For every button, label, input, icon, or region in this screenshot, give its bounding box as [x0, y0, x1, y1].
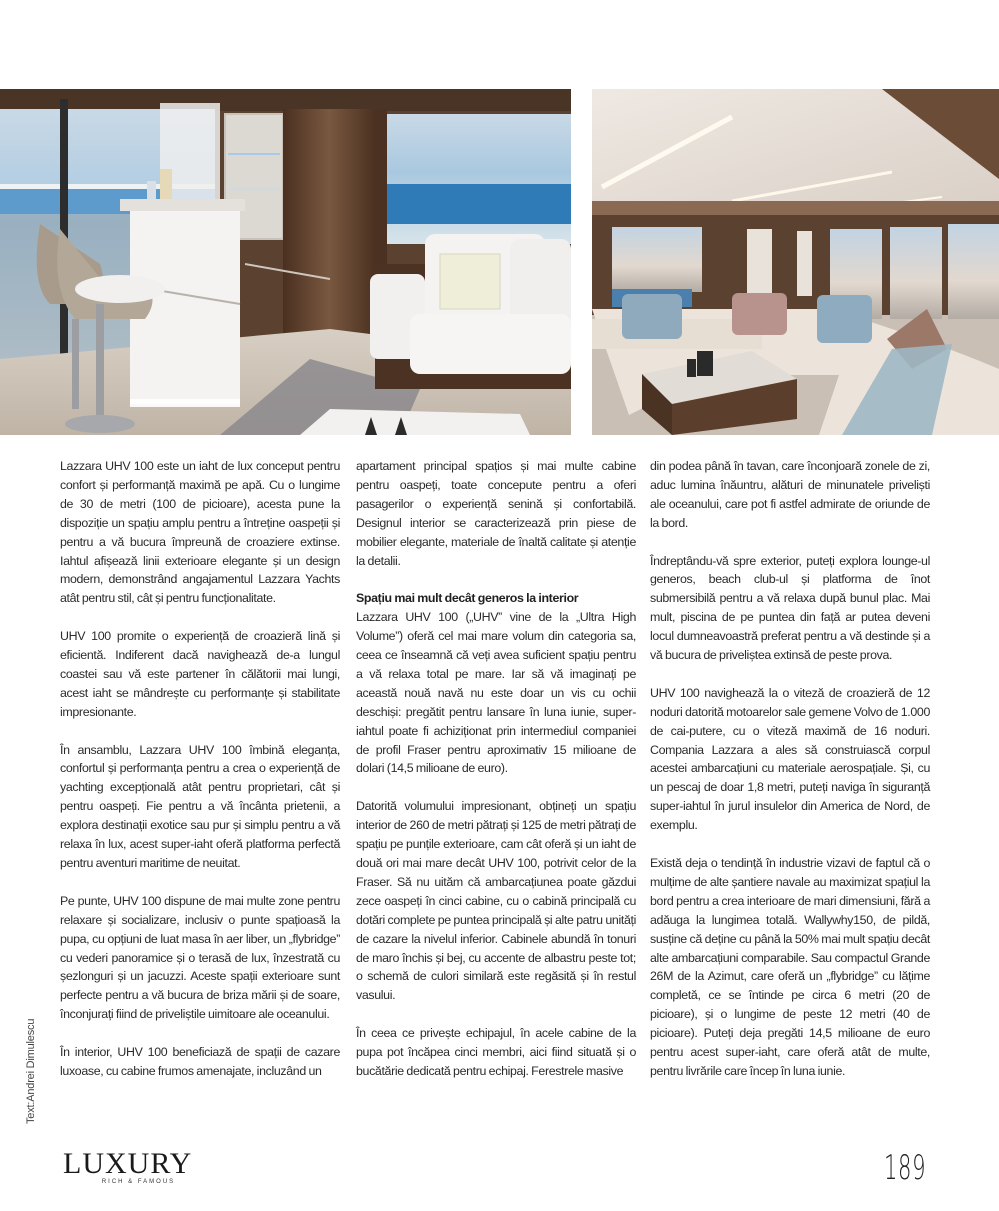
page-number: 189	[884, 1148, 927, 1188]
paragraph: Există deja o tendință în industrie vizavi de faptul că o mulțime de alte șantiere navale au maximizat spațiul la bord pentru a crea interioare de mari dimensiuni, fără a adăuga la lungimea totală. Wallywhy150, de pildă, susține că deține cu până la 50% mai mult spațiu decât alte ambarcațiuni comparabile. Sau compactul Grande 26M de la Azimut, care oferă un „flybridge” cu lățime completă, ce se întinde pe circa 6 metri (20 de picioare), și o lungime de peste 12 metri (40 de picioare). Puteți deja pregăti 14,5 milioane de euro pentru acest super-iaht, care oferă atât de multe, pentru livrările care încep în luna iunie.	[650, 855, 930, 1078]
paragraph: din podea până în tavan, care înconjoară zonele de zi, aduc lumina înăuntru, alături de minunatele priveliști ale oceanului, care pot fi astfel admirate de oriunde de la bord.	[650, 459, 930, 530]
paragraph: În interior, UHV 100 beneficiază de spații de cazare luxoase, cu cabine frumos amenajate, incluzând un	[60, 1045, 340, 1078]
byline: Text:Andrei Dimulescu	[25, 1018, 37, 1124]
paragraph: Îndreptându-vă spre exterior, puteți explora lounge-ul generos, beach club-ul și platforma de înot submersibilă pentru a vă relaxa după bunul plac. Mai mult, piscina de pe puntea din față ar putea deveni locul dumneavoastră preferat pentru a vă destinde și a vă bucura de priveliștea extinsă de peste prova.	[650, 553, 930, 663]
logo-tagline: RICH & FAMOUS	[101, 1179, 176, 1185]
article-column-3	[650, 457, 930, 1081]
paragraph: În ceea ce privește echipajul, în acele cabine de la pupa pot încăpea cinci membri, aici fiind situată și o bucătărie dedicată pentru echipaj. Ferestrele masive	[356, 1026, 636, 1078]
paragraph: Pe punte, UHV 100 dispune de mai multe zone pentru relaxare și socializare, inclusiv o punte spațioasă la pupa, cu opțiuni de luat masa în aer liber, un „flybridge” cu vederi panoramice și o terasă de lux, înzestrată cu șezlonguri și un jacuzzi. Aceste spații exterioare sunt perfecte pentru a vă bucura de briza mării și de soare, înconjurați fiind de priveliștile uimitoare ale oceanului.	[60, 893, 340, 1022]
photo-main-salon-illustration	[592, 89, 999, 435]
article-column-1	[60, 457, 340, 1081]
paragraph: UHV 100 navighează la o viteză de croazieră de 12 noduri datorită motoarelor sale gemene Volvo de 1.000 de cai-putere, cu o viteză maximă de 16 noduri. Compania Lazzara a ales să construiască corpul acestei ambarcațiuni cu materiale aerospațiale. Și, cu un pescaj de doar 1,8 metri, puteți naviga în siguranță super-iahtul în jurul insulelor din America de Nord, de exemplu.	[650, 685, 930, 833]
paragraph: În ansamblu, Lazzara UHV 100 îmbină eleganța, confortul și performanța pentru a crea o experiență de yachting excepțională atât pentru proprietari, cât și pentru oaspeți. Fie pentru a vă încânta prietenii, a explora destinații exotice sau pur și simplu pentru a vă relaxa în lux, acest super-iaht oferă platforma perfectă pentru aventuri maritime de neuitat.	[60, 742, 340, 870]
section-heading: Spațiu mai mult decât generos la interior	[356, 591, 579, 606]
paragraph: Lazzara UHV 100 este un iaht de lux conceput pentru confort și performanță maximă pe apă. Cu o lungime de 30 de metri (100 de picioare), acesta pune la dispoziție un spațiu amplu pentru a întreține oaspeții și pentru a vă bucura împreună de croaziere extinse. Iahtul afișează linii exterioare elegante și un design modern, demonstrând angajamentul Lazzara Yachts atât pentru stil, cât și pentru funcționalitate.	[60, 459, 340, 606]
photo-bar-lounge	[0, 89, 571, 435]
logo-wordmark: LUXURY	[63, 1147, 193, 1180]
photo-bar-lounge-illustration	[0, 89, 571, 435]
photo-main-salon	[592, 89, 999, 435]
article-column-2	[356, 457, 636, 1081]
paragraph: Datorită volumului impresionant, obțineți un spațiu interior de 260 de metri pătrați și 125 de metri pătrați de spațiu pe punțile exterioare, cam cât oferă și un iaht de două ori mai mare decât UHV 100, potrivit celor de la Fraser. Să nu uităm că ambarcațiunea poate găzdui zece oaspeți în cinci cabine, cu o cabină principală cu dotări complete pe puntea principală și alte patru unități de cazare la nivelul inferior. Cabinele abundă în tonuri de maro închis și bej, cu accente de albastru peste tot; o schemă de culori similară este regăsită și în restul vasului.	[356, 799, 636, 1003]
paragraph: apartament principal spațios și mai multe cabine pentru oaspeți, toate concepute pentru a oferi pasagerilor o experiență senină și confortabilă. Designul interior se caracterizează prin piese de mobilier elegante, materiale de înaltă calitate și atenție la detalii.	[356, 459, 636, 568]
paragraph: Lazzara UHV 100 („UHV” vine de la „Ultra High Volume”) oferă cel mai mare volum din categoria sa, ceea ce înseamnă că veți avea suficient spațiu pentru a vă relaxa total pe mare. Iar să vă imaginați pe această nouă navă nu este doar un vis cu ochii deschiși: pregătit pentru lansare în luna iunie, super-iahtul poate fi achiziționat prin intermediul companiei de profil Fraser pentru aproximativ 15 milioane de dolari (14,5 milioane de euro).	[356, 610, 636, 776]
paragraph: UHV 100 promite o experiență de croazieră lină și eficientă. Indiferent dacă navighează de-a lungul coastei sau vă este partener în călătorii mai lungi, acest iaht se mândrește cu performanțe și stabilitate impresionante.	[60, 629, 340, 719]
magazine-logo	[63, 1147, 193, 1186]
